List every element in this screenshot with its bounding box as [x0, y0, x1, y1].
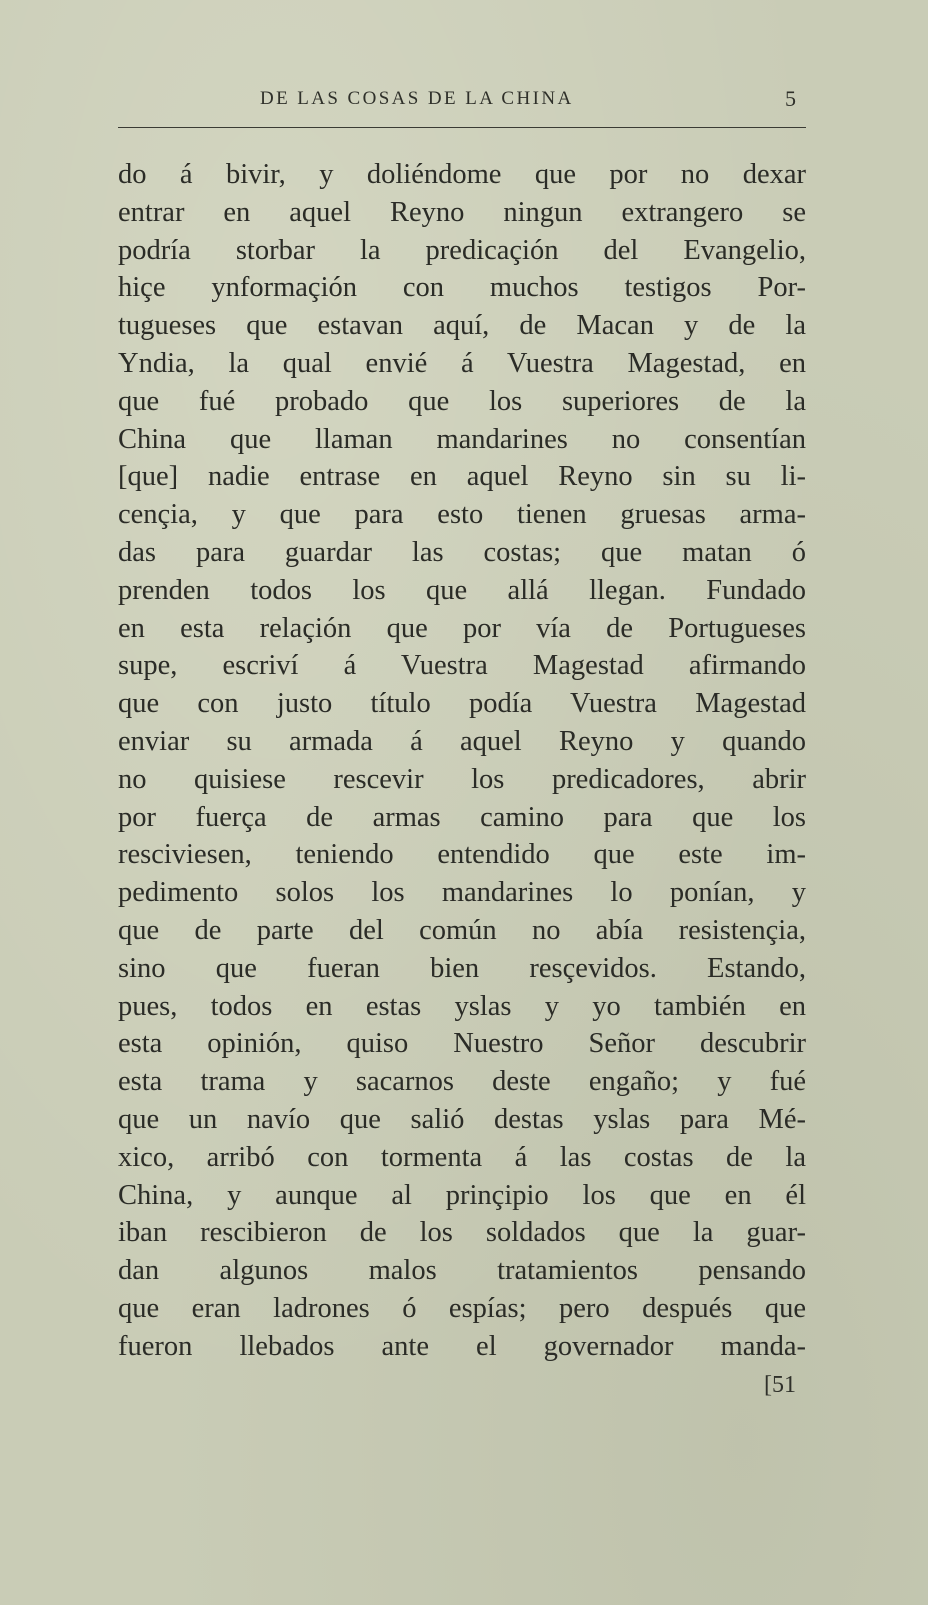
text-line: podría storbar la predicaçión del Evangelio,	[118, 234, 806, 266]
text-line: dan algunos malos tratamientos pensando	[118, 1255, 806, 1287]
text-line: hiçe ynformaçión con muchos testigos Por-	[118, 272, 806, 304]
header-rule	[118, 127, 806, 128]
text-line: China que llaman mandarines no consentían	[118, 423, 806, 455]
text-line: resciviesen, teniendo entendido que este im-	[118, 839, 806, 871]
text-line: fueron llebados ante el governador manda-	[118, 1330, 806, 1362]
text-line: xico, arribó con tormenta á las costas de la	[118, 1141, 806, 1173]
text-line: enviar su armada á aquel Reyno y quando	[118, 725, 806, 757]
text-line: entrar en aquel Reyno ningun extrangero se	[118, 196, 806, 228]
text-line: cençia, y que para esto tienen gruesas arma-	[118, 499, 806, 531]
text-line: que fué probado que los superiores de la	[118, 385, 806, 417]
text-line: en esta relaçión que por vía de Portugueses	[118, 612, 806, 644]
text-line: [que] nadie entrase en aquel Reyno sin su li-	[118, 461, 806, 493]
text-line: no quisiese rescevir los predicadores, abrir	[118, 763, 806, 795]
catchword: [51	[764, 1372, 796, 1398]
text-line: sino que fueran bien resçevidos. Estando,	[118, 952, 806, 984]
text-line: que con justo título podía Vuestra Magestad	[118, 688, 806, 720]
page-header	[118, 86, 808, 126]
text-line: pues, todos en estas yslas y yo también en	[118, 990, 806, 1022]
text-line: pedimento solos los mandarines lo ponían, y	[118, 877, 806, 909]
body-text	[118, 156, 806, 1366]
text-line: Yndia, la qual envié á Vuestra Magestad, en	[118, 347, 806, 379]
text-line: iban rescibieron de los soldados que la guar-	[118, 1217, 806, 1249]
text-line: que eran ladrones ó espías; pero después que	[118, 1292, 806, 1324]
text-line: supe, escriví á Vuestra Magestad afirmando	[118, 650, 806, 682]
text-line: esta trama y sacarnos deste engaño; y fué	[118, 1066, 806, 1098]
text-line: que de parte del común no abía resistençia,	[118, 914, 806, 946]
text-line: do á bivir, y doliéndome que por no dexar	[118, 159, 806, 190]
text-line: que un navío que salió destas yslas para Mé-	[118, 1103, 806, 1135]
text-line: China, y aunque al prinçipio los que en él	[118, 1179, 806, 1211]
text-line: das para guardar las costas; que matan ó	[118, 536, 806, 568]
text-line: esta opinión, quiso Nuestro Señor descubrir	[118, 1028, 806, 1060]
running-title: DE LAS COSAS DE LA CHINA	[260, 88, 574, 109]
text-line: prenden todos los que allá llegan. Fundado	[118, 574, 806, 606]
text-line: tugueses que estavan aquí, de Macan y de la	[118, 310, 806, 342]
text-line: por fuerça de armas camino para que los	[118, 801, 806, 833]
page-number: 5	[785, 86, 796, 111]
